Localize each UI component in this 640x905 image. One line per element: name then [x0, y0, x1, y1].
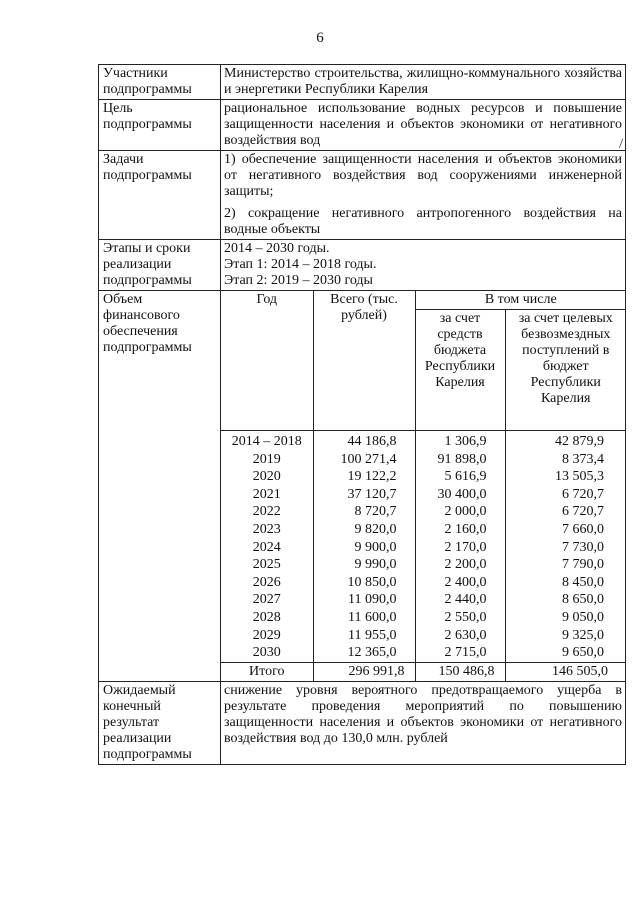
year-cell: 2030 — [221, 644, 313, 662]
financing-row — [221, 468, 626, 486]
header-total: Всего (тыс. рублей) — [313, 291, 415, 431]
header-budget: за счет средств бюджета Республики Карелия — [415, 310, 505, 431]
year-cell: 2026 — [221, 574, 313, 592]
budget-cell: 2 000,0 — [415, 503, 505, 521]
expected-label: Ожидаемый конечный результат реализации подпрограммы — [99, 681, 221, 764]
financing-row — [221, 521, 626, 539]
tasks-label: Задачи подпрограммы — [99, 151, 221, 240]
row-stages — [99, 240, 626, 291]
financing-row — [221, 574, 626, 592]
year-cell: 2019 — [221, 451, 313, 469]
grants-cell: 7 730,0 — [505, 539, 626, 557]
financing-row — [221, 627, 626, 645]
margin-mark: / — [619, 136, 624, 152]
stage-line: Этап 2: 2019 – 2030 годы — [224, 273, 373, 288]
stages-label: Этапы и сроки реализации подпрограммы — [99, 240, 221, 291]
grants-cell: 6 720,7 — [505, 486, 626, 504]
grants-cell: 9 325,0 — [505, 627, 626, 645]
budget-cell: 2 170,0 — [415, 539, 505, 557]
budget-cell: 30 400,0 — [415, 486, 505, 504]
financing-row — [221, 539, 626, 557]
financing-table — [221, 291, 626, 681]
grants-cell: 8 650,0 — [505, 591, 626, 609]
budget-cell: 2 160,0 — [415, 521, 505, 539]
header-year: Год — [221, 291, 313, 431]
header-including: В том числе — [415, 291, 626, 310]
year-cell: 2020 — [221, 468, 313, 486]
stage-line: 2014 – 2030 годы. — [224, 241, 330, 256]
total-year: Итого — [221, 662, 313, 681]
stage-line: Этап 1: 2014 – 2018 годы. — [224, 257, 377, 272]
budget-cell: 5 616,9 — [415, 468, 505, 486]
row-financing — [99, 291, 626, 682]
participants-label: Участники подпрограммы — [99, 65, 221, 100]
year-cell: 2021 — [221, 486, 313, 504]
row-tasks — [99, 151, 626, 240]
budget-cell: 1 306,9 — [415, 431, 505, 451]
total-cell: 44 186,8 — [313, 431, 415, 451]
total-cell: 10 850,0 — [313, 574, 415, 592]
budget-cell: 2 440,0 — [415, 591, 505, 609]
grants-cell: 6 720,7 — [505, 503, 626, 521]
financing-years — [221, 431, 626, 663]
grants-cell: 9 050,0 — [505, 609, 626, 627]
year-cell: 2028 — [221, 609, 313, 627]
grants-cell: 7 660,0 — [505, 521, 626, 539]
financing-row — [221, 486, 626, 504]
budget-cell: 2 715,0 — [415, 644, 505, 662]
total-cell: 9 820,0 — [313, 521, 415, 539]
grants-cell: 13 505,3 — [505, 468, 626, 486]
financing-row — [221, 609, 626, 627]
year-cell: 2025 — [221, 556, 313, 574]
total-cell: 19 122,2 — [313, 468, 415, 486]
total-cell: 12 365,0 — [313, 644, 415, 662]
financing-row — [221, 591, 626, 609]
financing-value — [221, 291, 626, 682]
financing-label: Объем финансового обеспечения подпрограммы — [99, 291, 221, 682]
grants-cell: 7 790,0 — [505, 556, 626, 574]
budget-cell: 2 400,0 — [415, 574, 505, 592]
financing-header-row — [221, 291, 626, 310]
financing-row — [221, 431, 626, 451]
budget-cell: 2 200,0 — [415, 556, 505, 574]
total-cell: 9 990,0 — [313, 556, 415, 574]
year-cell: 2023 — [221, 521, 313, 539]
grants-cell: 8 450,0 — [505, 574, 626, 592]
year-cell: 2027 — [221, 591, 313, 609]
total-grants: 146 505,0 — [505, 662, 626, 681]
budget-cell: 91 898,0 — [415, 451, 505, 469]
total-budget: 150 486,8 — [415, 662, 505, 681]
grants-cell: 9 650,0 — [505, 644, 626, 662]
financing-total-row — [221, 662, 626, 681]
financing-row — [221, 503, 626, 521]
total-cell: 8 720,7 — [313, 503, 415, 521]
row-expected — [99, 681, 626, 764]
financing-row — [221, 644, 626, 662]
goal-label: Цель подпрограммы — [99, 100, 221, 151]
budget-cell: 2 630,0 — [415, 627, 505, 645]
subprogram-passport-table — [98, 64, 626, 765]
stages-value — [221, 240, 626, 291]
total-cell: 11 955,0 — [313, 627, 415, 645]
header-grants: за счет целевых безвозмездных поступлений в бюджет Республики Карелия — [505, 310, 626, 431]
tasks-value — [221, 151, 626, 240]
year-cell: 2022 — [221, 503, 313, 521]
row-participants — [99, 65, 626, 100]
year-cell: 2024 — [221, 539, 313, 557]
grants-cell: 42 879,9 — [505, 431, 626, 451]
grants-cell: 8 373,4 — [505, 451, 626, 469]
total-cell: 37 120,7 — [313, 486, 415, 504]
budget-cell: 2 550,0 — [415, 609, 505, 627]
total-cell: 100 271,4 — [313, 451, 415, 469]
total-cell: 11 600,0 — [313, 609, 415, 627]
expected-value: снижение уровня вероятного предотвращаемого ущерба в результате проведения мероприятий по повышению защищенности населения и объектов экономики от негативного воздействия вод до 130,0 млн. рублей — [221, 681, 626, 764]
participants-value: Министерство строительства, жилищно-коммунального хозяйства и энергетики Республики Карелия — [221, 65, 626, 100]
task-item: 2) сокращение негативного антропогенного воздействия на водные объекты — [224, 206, 622, 237]
total-cell: 9 900,0 — [313, 539, 415, 557]
year-cell: 2014 – 2018 — [221, 431, 313, 451]
task-item: 1) обеспечение защищенности населения и объектов экономики от негативного воздействия вод сооружениями инженерной защиты; — [224, 152, 622, 199]
page-number: 6 — [316, 30, 324, 46]
total-total: 296 991,8 — [313, 662, 415, 681]
financing-row — [221, 556, 626, 574]
row-goal — [99, 100, 626, 151]
goal-value: рациональное использование водных ресурсов и повышение защищенности населения и объектов экономики от негативного воздействия вод — [221, 100, 626, 151]
financing-row — [221, 451, 626, 469]
year-cell: 2029 — [221, 627, 313, 645]
total-cell: 11 090,0 — [313, 591, 415, 609]
